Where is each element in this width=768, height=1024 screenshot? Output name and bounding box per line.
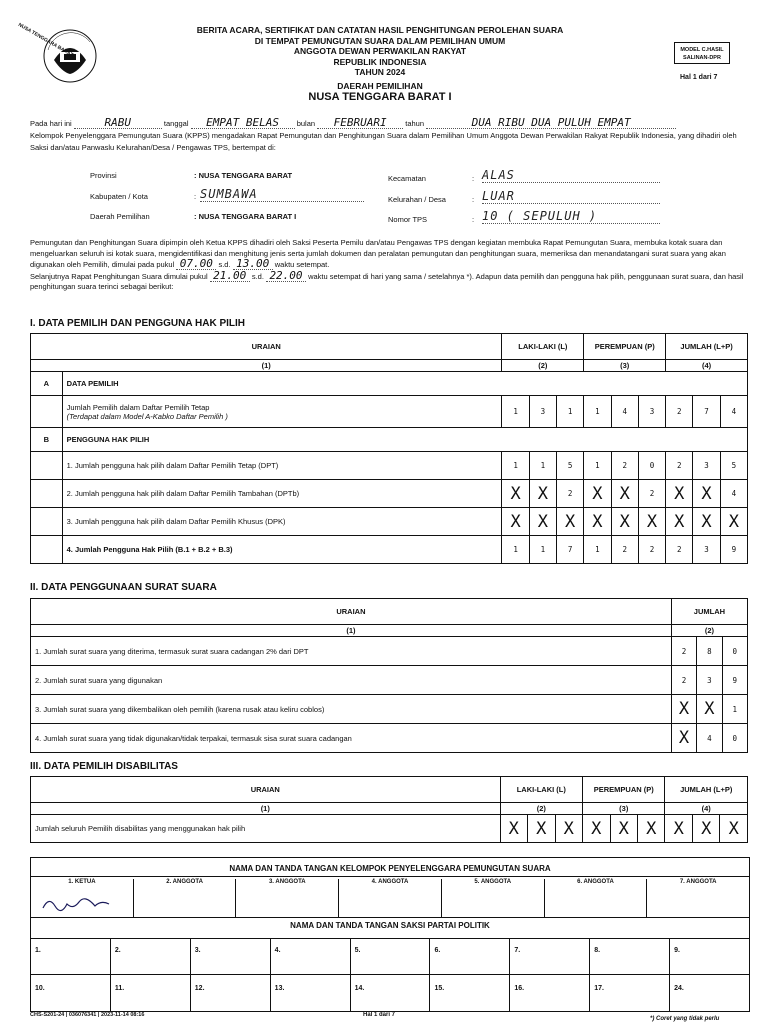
intro-t2: tanggal bbox=[163, 119, 189, 128]
digit-cell: 2 bbox=[611, 536, 638, 564]
kpps-role: 2. ANGGOTA bbox=[166, 879, 203, 885]
table-row bbox=[31, 536, 748, 564]
table-row bbox=[31, 508, 748, 536]
s1-col-uraian: URAIAN bbox=[31, 334, 502, 360]
saksi-slot[interactable]: 3. bbox=[191, 939, 271, 975]
digit-cell: 5 bbox=[557, 452, 584, 480]
kelurahan-label: Kelurahan / Desa bbox=[388, 195, 446, 204]
s3-col-uraian: URAIAN bbox=[31, 777, 501, 803]
digit-cell: 2 bbox=[638, 536, 665, 564]
tps-label: Nomor TPS bbox=[388, 215, 428, 224]
saksi-slot[interactable]: 17. bbox=[590, 975, 670, 1011]
logo-text: NUSA TENGGARA BARAT bbox=[17, 22, 74, 59]
digit-cell: 0 bbox=[722, 637, 747, 666]
s1-col-p: PEREMPUAN (P) bbox=[584, 334, 666, 360]
region-label: DAERAH PEMILIHAN bbox=[337, 80, 423, 91]
row-label: 1. Jumlah surat suara yang diterima, termasuk surat suara cadangan 2% dari DPT bbox=[31, 637, 672, 666]
row-label: 4. Jumlah Pengguna Hak Pilih (B.1 + B.2 + B.3) bbox=[62, 536, 502, 564]
table-row bbox=[31, 815, 748, 843]
kpps-slot[interactable] bbox=[545, 879, 648, 917]
section-a-title: DATA PEMILIH bbox=[62, 372, 747, 396]
digit-cell: 2 bbox=[666, 452, 693, 480]
digit-cell: 1 bbox=[502, 396, 529, 428]
digit-cell: X bbox=[528, 815, 555, 843]
kpps-slot[interactable] bbox=[442, 879, 545, 917]
s1-n3: (3) bbox=[584, 360, 666, 372]
kabupaten-label: Kabupaten / Kota bbox=[90, 192, 148, 201]
intro-t4: tahun bbox=[405, 119, 425, 128]
saksi-slot[interactable]: 5. bbox=[351, 939, 431, 975]
end-time-2: 22.00 bbox=[266, 271, 306, 282]
s3-n2: (2) bbox=[500, 803, 582, 815]
digit-cell: 2 bbox=[671, 637, 696, 666]
digit-cell: 1 bbox=[557, 396, 584, 428]
kpps-slot[interactable] bbox=[647, 879, 749, 917]
digit-cell: 3 bbox=[638, 396, 665, 428]
kpps-role: 3. ANGGOTA bbox=[268, 879, 306, 885]
digit-cell: X bbox=[610, 815, 637, 843]
s3-n4: (4) bbox=[665, 803, 748, 815]
digit-cell: 2 bbox=[666, 396, 693, 428]
s1-n2: (2) bbox=[502, 360, 584, 372]
s1-n1: (1) bbox=[31, 360, 502, 372]
digit-cell: X bbox=[637, 815, 664, 843]
digit-cell: 3 bbox=[697, 666, 722, 695]
section2-table bbox=[30, 598, 748, 753]
row-label: 1. Jumlah pengguna hak pilih dalam Daftar Pemilih Tetap (DPT) bbox=[62, 452, 502, 480]
header-line1: BERITA ACARA, SERTIFIKAT DAN CATATAN HASIL PENGHITUNGAN PEROLEHAN SUARA bbox=[196, 25, 564, 35]
s3-col-l: LAKI-LAKI (L) bbox=[500, 777, 582, 803]
s2-n2: (2) bbox=[671, 625, 747, 637]
row-label: 3. Jumlah surat suara yang dikembalikan oleh pemilih (karena rusak atau keliru coblos) bbox=[31, 695, 672, 724]
row-label: 2. Jumlah pengguna hak pilih dalam Daftar Pemilih Tambahan (DPTb) bbox=[62, 480, 502, 508]
digit-cell: X bbox=[666, 480, 693, 508]
saksi-slot[interactable]: 7. bbox=[510, 939, 590, 975]
digit-cell: 1 bbox=[502, 536, 529, 564]
saksi-slot[interactable]: 13. bbox=[271, 975, 351, 1011]
digit-cell: X bbox=[555, 815, 582, 843]
dpt-label bbox=[62, 396, 502, 428]
s3-col-j: JUMLAH (L+P) bbox=[665, 777, 748, 803]
digit-cell: X bbox=[692, 815, 719, 843]
saksi-slot[interactable]: 4. bbox=[271, 939, 351, 975]
tps-value: 10 ( SEPULUH ) bbox=[482, 209, 660, 224]
s2-col-uraian: URAIAN bbox=[31, 599, 672, 625]
digit-cell: 4 bbox=[720, 480, 747, 508]
para-p1-end: waktu setempat. bbox=[274, 260, 330, 269]
header-line2: DI TEMPAT PEMUNGUTAN SUARA DALAM PEMILIHAN UMUM bbox=[254, 35, 506, 46]
page-indicator: Hal 1 dari 7 bbox=[680, 74, 718, 81]
digit-cell: X bbox=[584, 480, 611, 508]
section1-table bbox=[30, 333, 748, 564]
saksi-slot[interactable]: 6. bbox=[430, 939, 510, 975]
digit-cell: 2 bbox=[666, 536, 693, 564]
digit-cell: 3 bbox=[529, 396, 556, 428]
para-p1: Pemungutan dan Penghitungan Suara dipimpin oleh Ketua KPPS dihadiri oleh Saksi Peserta Pemilu dan/atau Pengawas TPS dengan kegiatan membuka Rapat Pemungutan Suara, membuka kotak suara dan mengeluarkan seluruh isi kotak suara, mengidentifikasi dan menghitung jenis serta jumlah dokumen dan peralatan pemungutan dan penghitungan suara, memeriksa dan menandatangani surat suara yang akan digunakan oleh Pemilih, dimulai pada pukul bbox=[30, 238, 726, 269]
s1-col-j: JUMLAH (L+P) bbox=[666, 334, 748, 360]
digit-cell: X bbox=[693, 480, 720, 508]
provinsi-value: : NUSA TENGGARA BARAT bbox=[194, 171, 293, 180]
intro-t3: bulan bbox=[296, 119, 316, 128]
kpps-title: NAMA DAN TANDA TANGAN KELOMPOK PENYELENGGARA PEMUNGUTAN SUARA bbox=[229, 864, 551, 873]
digit-cell: X bbox=[611, 508, 638, 536]
digit-cell: 2 bbox=[557, 480, 584, 508]
digit-cell: 0 bbox=[722, 724, 747, 753]
digit-cell: X bbox=[529, 480, 556, 508]
chairman-signature bbox=[39, 894, 119, 919]
kabupaten-value: SUMBAWA bbox=[200, 187, 364, 202]
table-row bbox=[31, 695, 748, 724]
table-row bbox=[31, 396, 748, 428]
procedure-paragraph bbox=[30, 238, 750, 293]
saksi-slot[interactable]: 9. bbox=[674, 947, 680, 954]
section-a-label: A bbox=[31, 372, 63, 396]
digit-cell: 1 bbox=[584, 396, 611, 428]
digit-cell: 2 bbox=[638, 480, 665, 508]
digit-cell: X bbox=[584, 508, 611, 536]
digit-cell: 9 bbox=[720, 536, 747, 564]
digit-cell: X bbox=[666, 508, 693, 536]
header-line4: REPUBLIK INDONESIA bbox=[333, 56, 427, 67]
digit-cell: X bbox=[583, 815, 610, 843]
digit-cell: X bbox=[665, 815, 692, 843]
signature-box bbox=[30, 857, 750, 1012]
saksi-slot[interactable]: 24. bbox=[674, 985, 684, 992]
digit-cell: 2 bbox=[671, 666, 696, 695]
document-header bbox=[160, 25, 600, 103]
header-line5: TAHUN 2024 bbox=[354, 67, 406, 77]
digit-cell: 0 bbox=[638, 452, 665, 480]
table-row bbox=[31, 724, 748, 753]
footnote: *) Coret yang tidak perlu bbox=[650, 1016, 720, 1022]
intro-t1: Pada hari ini bbox=[30, 119, 72, 128]
table-row bbox=[31, 452, 748, 480]
saksi-slot[interactable]: 14. bbox=[351, 975, 431, 1011]
page-indicator-bottom: Hal 1 dari 7 bbox=[363, 1012, 396, 1018]
s3-n1: (1) bbox=[31, 803, 501, 815]
digit-cell: X bbox=[720, 508, 747, 536]
sd-1: s.d. bbox=[218, 260, 231, 269]
model-line1: MODEL C.HASIL bbox=[680, 47, 724, 53]
digit-cell: 3 bbox=[693, 536, 720, 564]
kpps-role: 6. ANGGOTA bbox=[577, 879, 614, 885]
digit-cell: X bbox=[638, 508, 665, 536]
digit-cell: X bbox=[500, 815, 527, 843]
digit-cell: 1 bbox=[502, 452, 529, 480]
digit-cell: 7 bbox=[693, 396, 720, 428]
model-box bbox=[674, 42, 730, 64]
digit-cell: X bbox=[502, 480, 529, 508]
section3-table bbox=[30, 776, 748, 843]
row-label: Jumlah seluruh Pemilih disabilitas yang menggunakan hak pilih bbox=[31, 815, 501, 843]
model-line2: SALINAN-DPR bbox=[683, 55, 721, 61]
month-field: FEBRUARI bbox=[317, 118, 403, 129]
digit-cell: 4 bbox=[697, 724, 722, 753]
dapil-label: Daerah Pemilihan bbox=[90, 212, 150, 221]
region-name: NUSA TENGGARA BARAT I bbox=[308, 91, 452, 103]
digit-cell: X bbox=[720, 815, 748, 843]
digit-cell: X bbox=[611, 480, 638, 508]
saksi-row-1 bbox=[31, 938, 749, 975]
digit-cell: 7 bbox=[557, 536, 584, 564]
digit-cell: X bbox=[693, 508, 720, 536]
digit-cell: 8 bbox=[697, 637, 722, 666]
document-code: CHS-S201-24 | 036076341 | 2023-11-14 08:16 bbox=[30, 1012, 145, 1018]
day-field: RABU bbox=[74, 118, 162, 129]
saksi-slot[interactable]: 15. bbox=[430, 975, 510, 1011]
saksi-slot[interactable]: 2. bbox=[111, 939, 191, 975]
kpps-signature-row bbox=[31, 879, 749, 917]
saksi-slot[interactable]: 8. bbox=[590, 939, 670, 975]
para-p2-end: waktu setempat di hari yang sama / setelahnya *). Adapun data pemilih dan pengguna hak pilih, penggunaan surat suara, dan hasil penghitungan suara terinci sebagai berikut: bbox=[30, 271, 744, 291]
section2-title: II. DATA PENGGUNAAN SURAT SUARA bbox=[30, 582, 217, 593]
kpps-slot[interactable] bbox=[31, 879, 134, 917]
kpps-role: 1. KETUA bbox=[68, 879, 96, 885]
kpps-role: 5. ANGGOTA bbox=[474, 879, 512, 885]
dpt-label-sub: (Terdapat dalam Model A-Kabko Daftar Pemilih ) bbox=[66, 411, 228, 421]
header-line3: ANGGOTA DEWAN PERWAKILAN RAKYAT bbox=[293, 46, 467, 56]
digit-cell: 1 bbox=[529, 452, 556, 480]
saksi-slot[interactable]: 11. bbox=[111, 975, 191, 1011]
s1-n4: (4) bbox=[666, 360, 748, 372]
digit-cell: 2 bbox=[611, 452, 638, 480]
digit-cell: 1 bbox=[722, 695, 747, 724]
saksi-slot[interactable]: 10. bbox=[31, 975, 111, 1011]
kpps-slot[interactable] bbox=[134, 879, 237, 917]
kpps-role: 7. ANGGOTA bbox=[679, 879, 717, 885]
digit-cell: X bbox=[671, 724, 696, 753]
saksi-slot[interactable]: 12. bbox=[191, 975, 271, 1011]
s1-col-l: LAKI-LAKI (L) bbox=[502, 334, 584, 360]
table-row bbox=[31, 637, 748, 666]
sd-2: s.d. bbox=[251, 271, 264, 281]
s3-col-p: PEREMPUAN (P) bbox=[583, 777, 665, 803]
row-label: 3. Jumlah pengguna hak pilih dalam Daftar Pemilih Khusus (DPK) bbox=[62, 508, 502, 536]
kpps-slot[interactable] bbox=[236, 879, 339, 917]
start-time-2: 21.00 bbox=[210, 271, 250, 282]
row-label: 4. Jumlah surat suara yang tidak digunakan/tidak terpakai, termasuk sisa surat suara cadangan bbox=[31, 724, 672, 753]
digit-cell: 9 bbox=[722, 666, 747, 695]
section-b-title: PENGGUNA HAK PILIH bbox=[62, 428, 747, 452]
digit-cell: 4 bbox=[720, 396, 747, 428]
kpu-logo bbox=[40, 26, 100, 92]
kecamatan-value: ALAS bbox=[482, 168, 660, 183]
s2-n1: (1) bbox=[31, 625, 672, 637]
year-field: DUA RIBU DUA PULUH EMPAT bbox=[426, 118, 676, 129]
saksi-slot[interactable]: 16. bbox=[510, 975, 590, 1011]
section3-title: III. DATA PEMILIH DISABILITAS bbox=[30, 761, 178, 772]
kecamatan-label: Kecamatan bbox=[388, 174, 426, 183]
digit-cell: 1 bbox=[584, 452, 611, 480]
dpt-label-main: Jumlah Pemilih dalam Daftar Pemilih Tetap bbox=[66, 402, 210, 412]
s3-n3: (3) bbox=[583, 803, 665, 815]
para-p2: Selanjutnya Rapat Penghitungan Suara dimulai pukul bbox=[30, 271, 208, 281]
table-row bbox=[31, 480, 748, 508]
digit-cell: 4 bbox=[611, 396, 638, 428]
saksi-slot[interactable]: 1. bbox=[31, 939, 111, 975]
date-field: EMPAT BELAS bbox=[191, 118, 295, 129]
digit-cell: 1 bbox=[529, 536, 556, 564]
end-time-1: 13.00 bbox=[233, 259, 273, 270]
dapil-value: : NUSA TENGGARA BARAT I bbox=[194, 212, 297, 221]
digit-cell: X bbox=[697, 695, 722, 724]
kpps-slot[interactable] bbox=[339, 879, 442, 917]
intro-body: Kelompok Penyelenggara Pemungutan Suara (KPPS) mengadakan Rapat Pemungutan dan Penghitungan Suara dalam Pemilihan Umum Anggota Dewan Perwakilan Rakyat Republik Indonesia, yang dihadiri oleh Saksi dan/atau Panwaslu Kelurahan/Desa / Pengawas TPS, bertempat di: bbox=[30, 131, 737, 152]
intro-paragraph bbox=[30, 118, 750, 154]
section-b-label: B bbox=[31, 428, 63, 452]
start-time-1: 07.00 bbox=[176, 259, 216, 270]
kpps-role: 4. ANGGOTA bbox=[371, 879, 409, 885]
digit-cell: X bbox=[529, 508, 556, 536]
saksi-title: NAMA DAN TANDA TANGAN SAKSI PARTAI POLITIK bbox=[290, 921, 490, 930]
digit-cell: 3 bbox=[693, 452, 720, 480]
table-row bbox=[31, 666, 748, 695]
digit-cell: X bbox=[557, 508, 584, 536]
kelurahan-value: LUAR bbox=[482, 189, 660, 204]
saksi-row-2 bbox=[31, 974, 749, 1011]
digit-cell: 5 bbox=[720, 452, 747, 480]
digit-cell: X bbox=[671, 695, 696, 724]
s2-col-j: JUMLAH bbox=[671, 599, 747, 625]
digit-cell: X bbox=[502, 508, 529, 536]
digit-cell: 1 bbox=[584, 536, 611, 564]
provinsi-label: Provinsi bbox=[90, 171, 117, 180]
section1-title: I. DATA PEMILIH DAN PENGGUNA HAK PILIH bbox=[30, 318, 245, 329]
row-label: 2. Jumlah surat suara yang digunakan bbox=[31, 666, 672, 695]
